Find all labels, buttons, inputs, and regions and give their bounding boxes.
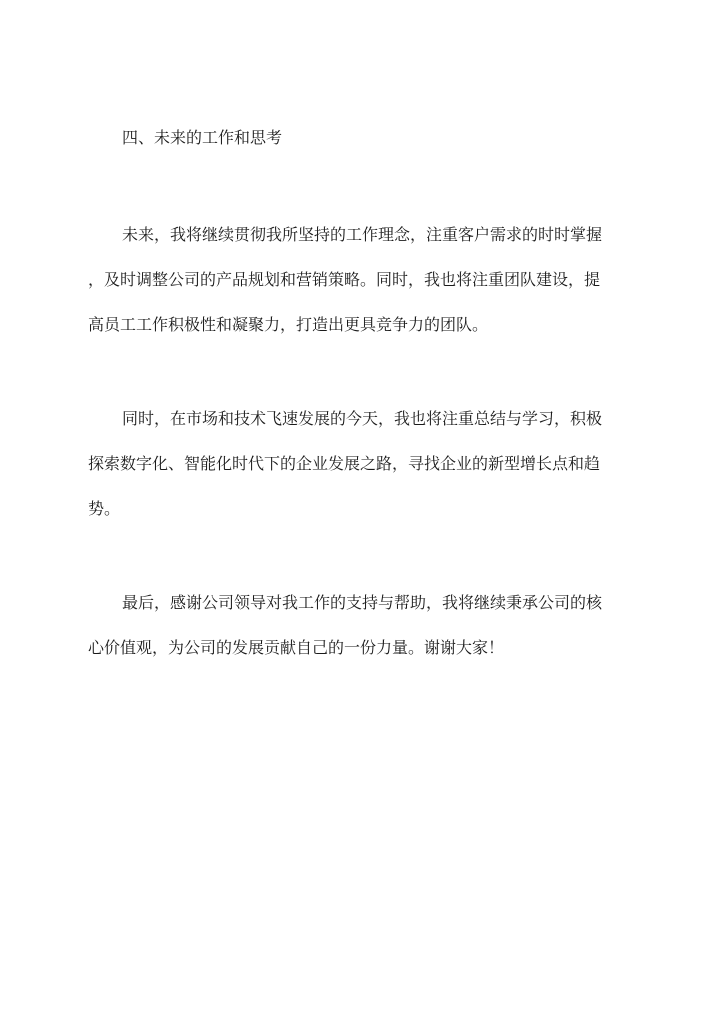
paragraph-line: ，及时调整公司的产品规划和营销策略。同时，我也将注重团队建设，提 [88, 270, 601, 289]
paragraph-line: 未来，我将继续贯彻我所坚持的工作理念，注重客户需求的时时掌握 [122, 225, 603, 244]
section-heading: 四、未来的工作和思考 [122, 128, 283, 147]
paragraph-learning [88, 396, 633, 531]
paragraph-line: 同时，在市场和技术飞速发展的今天，我也将注重总结与学习，积极 [122, 409, 603, 428]
paragraph-line: 高员工工作积极性和凝聚力，打造出更具竞争力的团队。 [88, 315, 489, 334]
paragraph-line: 最后，感谢公司领导对我工作的支持与帮助，我将继续秉承公司的核 [122, 593, 603, 612]
paragraph-future-plans [88, 212, 633, 347]
paragraph-line: 探索数字化、智能化时代下的企业发展之路，寻找企业的新型增长点和趋 [88, 454, 601, 473]
paragraph-line: 心价值观，为公司的发展贡献自己的一份力量。谢谢大家！ [88, 638, 505, 657]
paragraph-thanks [88, 580, 633, 670]
paragraph-line: 势。 [88, 499, 121, 518]
